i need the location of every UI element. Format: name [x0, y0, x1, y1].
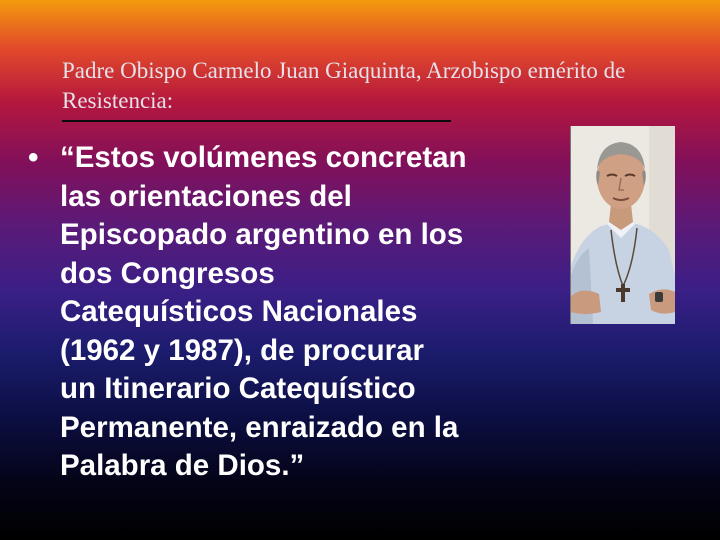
bullet-item — [28, 139, 468, 486]
bishop-portrait-photo — [570, 126, 675, 324]
title-underline — [62, 120, 451, 122]
bullet-marker: • — [28, 141, 39, 174]
quote-text: “Estos volúmenes concretan las orientaciones del Episcopado argentino en los dos Congresos Catequísticos Nacionales (1962 y 1987), de procurar un Itinerario Catequístico Permanente, enraizado en la Palabra de Dios.” — [60, 141, 467, 482]
slide-title: Padre Obispo Carmelo Juan Giaquinta, Arzobispo emérito de Resistencia: — [62, 58, 626, 113]
portrait-illustration — [571, 126, 675, 324]
